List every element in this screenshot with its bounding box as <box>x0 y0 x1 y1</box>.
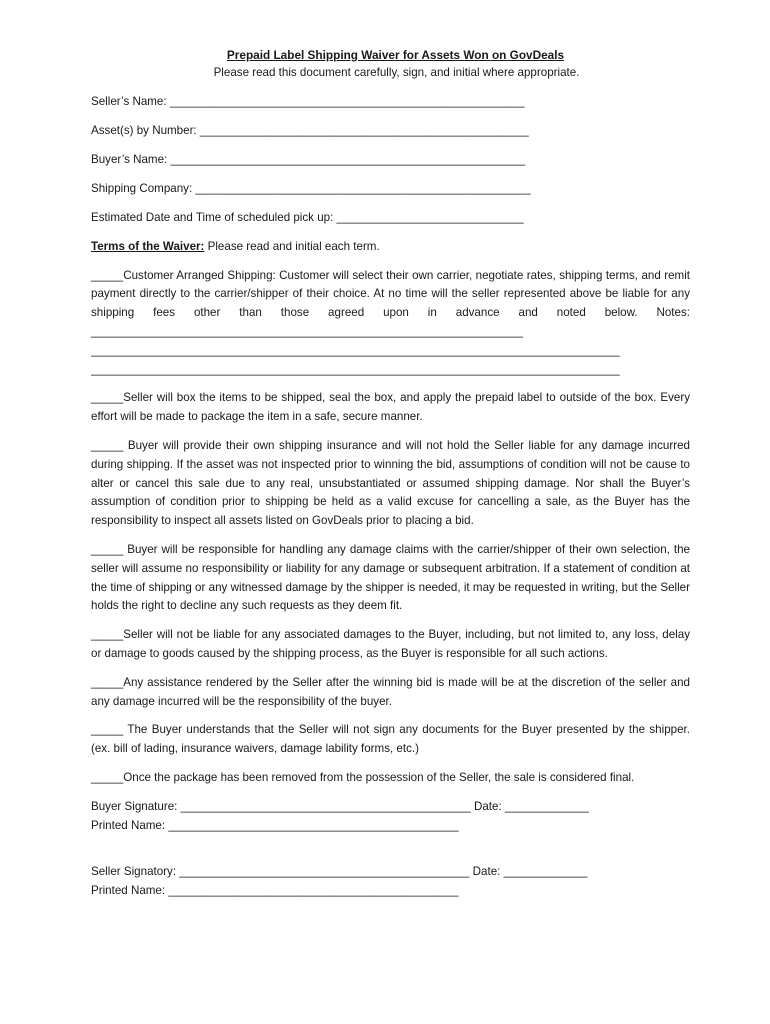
terms-heading-label: Terms of the Waiver: <box>91 240 205 253</box>
term-buyer-insurance[interactable]: _____ Buyer will provide their own shipping insurance and will not hold the Seller liable for any damage incurred during shipping. If the asset was not inspected prior to winning the bid, assumptions of condition will not be cause to alter or cancel this sale due to any real, unsubstantiated or assumed shipping damage. Nor shall the Buyer’s assumption of condition prior to shipping be held as a valid excuse for cancelling a sale, as the Buyer has the responsibility to inspect all assets listed on GovDeals prior to placing a bid. <box>91 438 690 528</box>
seller-printed-name-field[interactable]: Printed Name: _____________________________________________ <box>91 884 459 898</box>
term-sale-final[interactable]: _____Once the package has been removed from the possession of the Seller, the sale is considered final. <box>91 770 635 784</box>
pickup-date-time-field[interactable]: Estimated Date and Time of scheduled pick up: _____________________________ <box>91 211 524 224</box>
document-title: Prepaid Label Shipping Waiver for Assets Won on GovDeals <box>226 48 565 62</box>
term-customer-arranged-shipping[interactable]: _____Customer Arranged Shipping: Customer will select their own carrier, negotiate rates, shipping terms, and remit payment directly to the carrier/shipper of their choice. At no time will the seller represented above be liable for any shipping fees other than those agreed upon in advance and noted below. Notes: ___________________________________________________________________ <box>91 268 690 338</box>
seller-signatory-field[interactable]: Seller Signatory: _____________________________________________ Date: _____________ <box>91 865 588 879</box>
assets-by-number-field[interactable]: Asset(s) by Number: ___________________________________________________ <box>91 124 529 137</box>
terms-heading-text: Please read and initial each term. <box>204 240 380 253</box>
term-seller-boxes-items[interactable]: _____Seller will box the items to be shipped, seal the box, and apply the prepaid label to outside of the box. Every effort will be made to package the item in a safe, secure manner. <box>91 391 690 424</box>
term-no-documents-signed[interactable]: _____ The Buyer understands that the Seller will not sign any documents for the Buyer presented by the shipper. (ex. bill of lading, insurance waivers, damage lability forms, etc.) <box>91 723 690 756</box>
term-buyer-damage-claims[interactable]: _____ Buyer will be responsible for handling any damage claims with the carrier/shipper of their own selection, the seller will assume no responsibility or liability for any damage or subsequent arbitration. If a statement of condition at the time of shipping or any witnessed damage by the shipper is needed, it may be requested in writing, but the Seller holds the right to decline any such requests as they deem fit. <box>91 542 690 613</box>
document-subtitle: Please read this document carefully, sign, and initial where appropriate. <box>213 66 580 79</box>
term-seller-not-liable[interactable]: _____Seller will not be liable for any associated damages to the Buyer, including, but not limited to, any loss, delay or damage to goods caused by the shipping process, as the Buyer is responsible for all such actions. <box>91 628 690 660</box>
shipping-company-field[interactable]: Shipping Company: ____________________________________________________ <box>91 182 531 195</box>
term-seller-assistance[interactable]: _____Any assistance rendered by the Seller after the winning bid is made will be at the discretion of the seller and any damage incurred will be the responsibility of the buyer. <box>91 675 690 708</box>
notes-line-3[interactable]: __________________________________________________________________________________ <box>91 362 620 376</box>
seller-name-field[interactable]: Seller’s Name: _______________________________________________________ <box>91 95 525 108</box>
buyer-signature-field[interactable]: Buyer Signature: _____________________________________________ Date: _____________ <box>91 799 589 813</box>
terms-heading <box>91 239 690 255</box>
buyer-name-field[interactable]: Buyer’s Name: _______________________________________________________ <box>91 153 526 166</box>
buyer-printed-name-field[interactable]: Printed Name: _____________________________________________ <box>91 818 459 832</box>
notes-line-2[interactable]: __________________________________________________________________________________ <box>91 343 620 357</box>
buyer-signature-block <box>91 798 690 836</box>
seller-signature-block <box>91 863 690 901</box>
